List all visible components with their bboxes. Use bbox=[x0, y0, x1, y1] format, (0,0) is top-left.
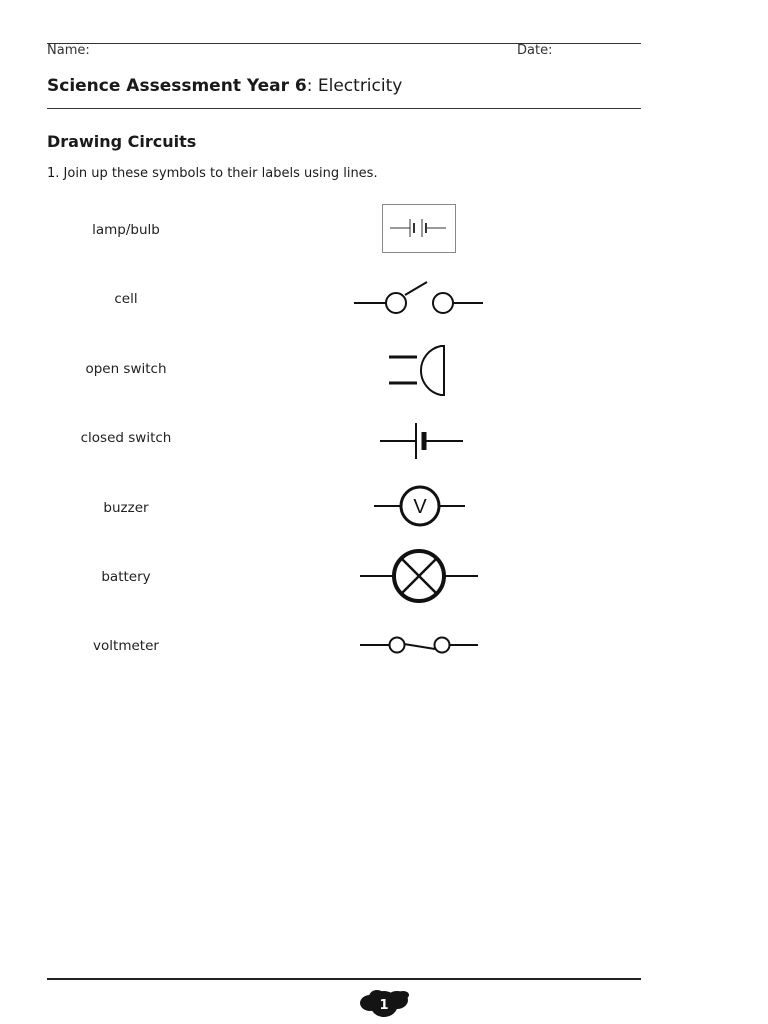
battery-symbol-icon bbox=[380, 202, 460, 256]
name-label: Name: bbox=[47, 43, 90, 58]
closed-switch-symbol-icon bbox=[357, 632, 483, 658]
title-main: Science Assessment Year 6 bbox=[47, 76, 307, 96]
title-sub: : Electricity bbox=[306, 76, 403, 96]
footer-rule bbox=[47, 978, 641, 980]
label-battery: battery bbox=[101, 569, 151, 585]
page-number: 1 bbox=[379, 998, 389, 1013]
voltmeter-symbol-letter: V bbox=[413, 496, 427, 518]
date-label: Date: bbox=[517, 43, 553, 58]
cell-symbol-icon bbox=[376, 420, 468, 464]
label-cell: cell bbox=[114, 291, 138, 307]
header-bottom-rule bbox=[47, 108, 641, 109]
question-text: 1. Join up these symbols to their labels using lines. bbox=[47, 166, 378, 181]
voltmeter-symbol-icon bbox=[370, 483, 470, 529]
label-closed-switch: closed switch bbox=[80, 430, 172, 446]
page-number-badge bbox=[355, 985, 413, 1019]
section-heading: Drawing Circuits bbox=[47, 132, 197, 151]
label-lamp-bulb: lamp/bulb bbox=[92, 222, 160, 238]
page-title bbox=[47, 76, 402, 96]
open-switch-symbol-icon bbox=[350, 278, 490, 318]
label-open-switch: open switch bbox=[85, 361, 167, 377]
lamp-symbol-icon bbox=[357, 546, 483, 606]
label-voltmeter: voltmeter bbox=[93, 638, 159, 654]
label-buzzer: buzzer bbox=[103, 500, 149, 516]
buzzer-symbol-icon bbox=[385, 342, 455, 400]
